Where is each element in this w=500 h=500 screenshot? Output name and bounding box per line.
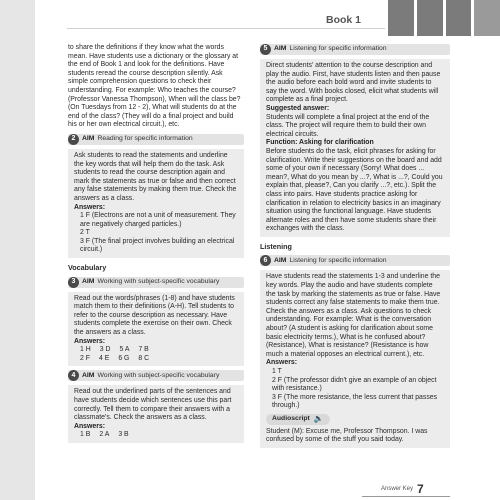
- aim-5-body: Direct students' attention to the course description and play the audio. First, have students listen and then pause the audio before each bold word and invite students to say the word. With books closed, elicit what students will complete as a final project.: [266, 62, 441, 104]
- aim-4-answers: [74, 431, 238, 440]
- answer-item: 1 F (Electrons are not a unit of measurement. They are negatively charged particles.): [80, 212, 236, 228]
- answers-label: Answers:: [74, 203, 106, 211]
- aim-number: 5: [260, 44, 271, 55]
- aim-label: AIM: [82, 371, 95, 379]
- aim-number: 3: [68, 277, 79, 288]
- aim-3-answers-row-1: [74, 346, 238, 355]
- speaker-icon: 🔈: [313, 413, 324, 423]
- aim-6-box: [260, 270, 450, 447]
- aim-title: Listening for specific information: [289, 45, 387, 53]
- answer-item: 7 B: [138, 346, 149, 354]
- answer-item: 3 F (The final project involves building an electrical circuit.): [80, 237, 235, 254]
- suggested-answer: Students will complete a final project at the end of the class. The project will require them to build their own electrical circuits.: [266, 113, 430, 138]
- aim-number: 6: [260, 255, 271, 266]
- audioscript-badge: [266, 414, 330, 425]
- aim-title: Reading for specific information: [97, 135, 193, 143]
- aim-5-box: [260, 59, 450, 237]
- answers-label: Answers:: [74, 337, 106, 345]
- answers-label: Answers:: [266, 359, 298, 367]
- answer-item: 5 A: [119, 346, 130, 354]
- header-rule: [67, 28, 385, 29]
- aim-title: Listening for specific information: [289, 256, 387, 264]
- aim-label: AIM: [274, 256, 287, 264]
- aim-number: 2: [68, 134, 79, 145]
- answer-item: 3 B: [118, 431, 129, 439]
- answer-item: 2 T: [80, 229, 90, 237]
- aim-2-bar: [68, 134, 244, 145]
- aim-title: Working with subject-specific vocabulary: [97, 371, 220, 379]
- section-listening: Listening: [260, 241, 292, 251]
- book-label: Book 1: [326, 14, 362, 26]
- suggested-answer-label: Suggested answer:: [266, 104, 330, 112]
- footer-rule: [362, 496, 450, 497]
- aim-4-body: Read out the underlined parts of the sentences and have students decide which sentences use this part correctly. Tell them to compare their answers with a classmate's. Check the answers as a class.: [74, 388, 232, 422]
- aim-2-body: Ask students to read the statements and underline the key words that will help them do the task. Ask students to read the course description again and mark the statements as true or false and then correct any false statements by making them true. Check the answers as a class.: [74, 151, 237, 202]
- answer-item: 3 D: [99, 346, 111, 354]
- aim-6-body: Have students read the statements 1-3 and underline the key words. Play the audio and have students complete the task by marking the statements as true or false. Have students correct any false statements to make them true. Check the answers as a class. Ask questions to check understanding. For example: What is the conversation about? (A student is asking for clarification about some basic electricity terms.), What is he confused about? (Resistance), What is resistance? (Resistance is how much a material opposes an electrical current.), etc.: [266, 273, 441, 358]
- answer-item: 1 H: [80, 346, 91, 354]
- aim-2-box: [68, 149, 244, 258]
- answer-item: 1 B: [80, 431, 91, 439]
- aim-2-answers: [74, 212, 238, 255]
- answer-item: 2 F (The professor didn't give an example of an object with resistance.): [272, 376, 437, 393]
- answer-item: 4 E: [98, 354, 110, 362]
- audioscript-label: Audioscript: [272, 414, 310, 422]
- side-margin-band: [0, 0, 35, 500]
- answer-item: 2 A: [99, 431, 110, 439]
- aim-3-body: Read out the words/phrases (1-8) and have students match them to their definitions (A-H). Tell students to refer to the course description as necessary. Have students complete the exercise on their own. Check the answers as a class.: [74, 294, 235, 337]
- answer-item: 6 G: [118, 354, 130, 362]
- aim-label: AIM: [82, 277, 95, 285]
- aim-3-answers-row-2: [74, 355, 238, 364]
- aim-6-bar: [260, 255, 450, 266]
- aim-title: Working with subject-specific vocabulary: [97, 277, 220, 285]
- section-vocabulary: Vocabulary: [68, 263, 107, 273]
- answers-label: Answers:: [74, 422, 106, 430]
- right-column: [260, 44, 450, 450]
- answer-item: 2 F: [80, 354, 90, 362]
- aim-6-answers: [266, 368, 444, 411]
- footer-label: Answer Key: [381, 486, 414, 492]
- page-number: 7: [417, 482, 424, 496]
- aim-4-bar: [68, 370, 244, 381]
- aim-label: AIM: [82, 135, 95, 143]
- aim-label: AIM: [274, 45, 287, 53]
- header-tabs: [388, 0, 500, 36]
- student-line: Student (M): Excuse me, Professor Thompson. I was confused by some of the stuff you said today.: [266, 427, 428, 444]
- intro-paragraph: to share the definitions if they know what the words mean. Have students use a dictionary or the glossary at the end of Book 1 and look for the definitions. Have students reread the course description silently. Ask simple comprehension questions to check their understanding. For example: Who teaches the course? (Professor Vanessa Thompson), When will the class be? (On Tuesdays from 12 - 2), What will students do at the end of the class? (They will do a final project and build his or her own electrical circuit.), etc.: [68, 44, 241, 129]
- aim-5-bar: [260, 44, 450, 55]
- answer-item: 1 T: [272, 368, 282, 375]
- page-footer: [381, 482, 424, 496]
- left-column: [68, 44, 244, 445]
- function-body: Before students do the task, elicit phrases for asking for clarification. Write their suggestions on the board and add some of your own if necessary (Sorry! What does ... mean?, What do you mean by ...?, What is ...?, Could you explain that, please?, Can you clarify ...?, etc.). Split the class into pairs. Have students practice asking for clarification in relation to electricity basics in an imaginary situation using the functional language. Have students alternate roles and then have some students share their exchanges with the class.: [266, 147, 443, 233]
- aim-3-box: [68, 292, 244, 367]
- answer-item: 8 C: [138, 354, 150, 362]
- aim-4-box: [68, 385, 244, 443]
- function-label: Function: Asking for clarification: [266, 139, 374, 147]
- answer-item: 3 F (The more resistance, the less current that passes through.): [272, 393, 438, 410]
- aim-number: 4: [68, 370, 79, 381]
- aim-3-bar: [68, 277, 244, 288]
